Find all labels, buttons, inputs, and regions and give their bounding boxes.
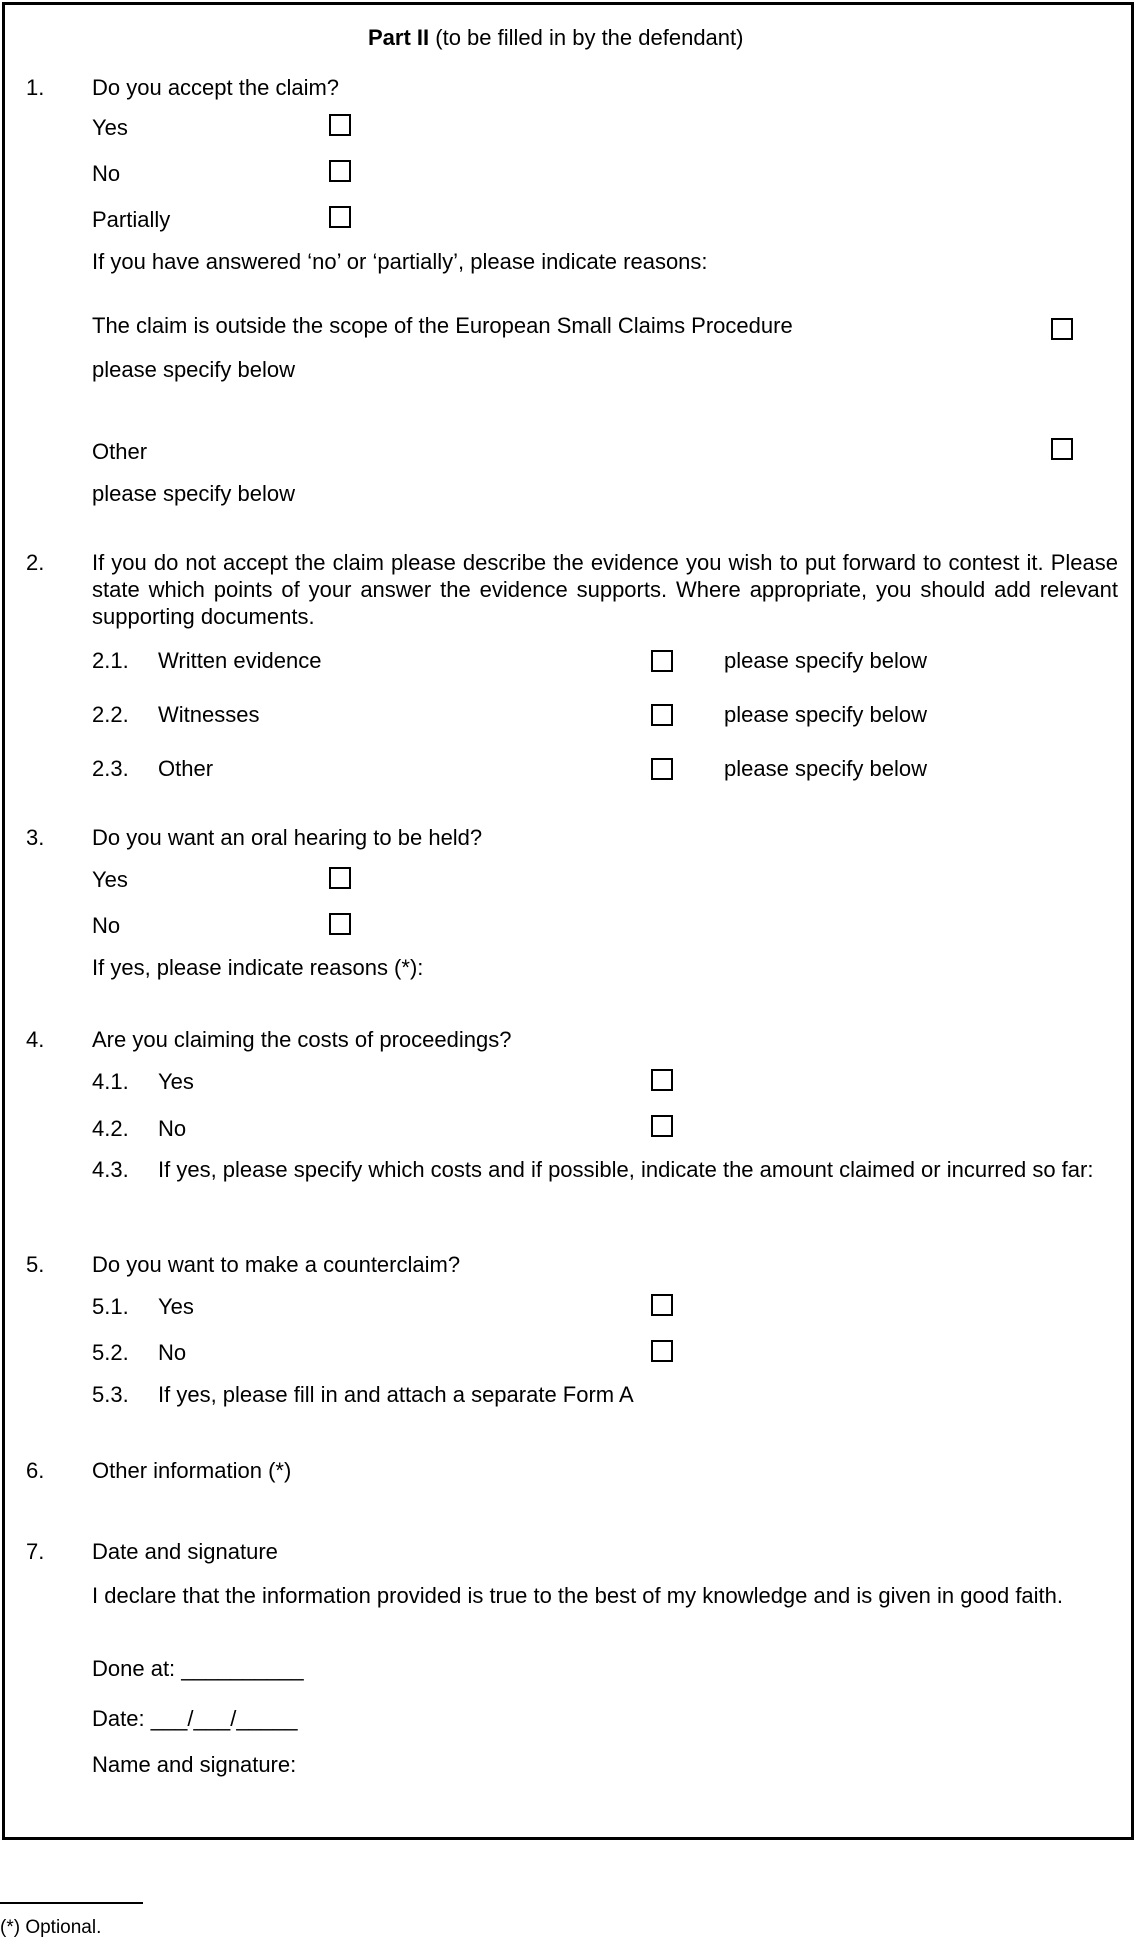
- q4-item-number: 4.2.: [92, 1116, 129, 1141]
- q1-yes-checkbox[interactable]: [329, 114, 351, 136]
- q1-number: 1.: [26, 75, 45, 100]
- q2-item-number: 2.1.: [92, 648, 129, 673]
- q1-partially-checkbox[interactable]: [329, 206, 351, 228]
- q4-no-label: No: [158, 1116, 187, 1141]
- q4-item-number: 4.3.: [92, 1157, 129, 1182]
- done-at-field[interactable]: Done at: __________: [92, 1656, 304, 1681]
- q5-no-label: No: [158, 1340, 187, 1365]
- q2-witnesses-label: Witnesses: [158, 702, 260, 727]
- q1-reason-other-label: Other: [92, 439, 148, 464]
- q5-item-number: 5.1.: [92, 1294, 129, 1319]
- q1-yes-label: Yes: [92, 115, 128, 140]
- q1-reason-other-specify: please specify below: [92, 481, 296, 506]
- q5-no-checkbox[interactable]: [651, 1340, 673, 1362]
- q1-reason-other-checkbox[interactable]: [1051, 438, 1073, 460]
- q5-yes-label: Yes: [158, 1294, 194, 1319]
- q4-item-number: 4.1.: [92, 1069, 129, 1094]
- date-field[interactable]: Date: ___/___/_____: [92, 1706, 298, 1731]
- q7-declaration: I declare that the information provided is true to the best of my knowledge and is given in good faith.: [92, 1583, 1064, 1608]
- q7-number: 7.: [26, 1539, 45, 1564]
- q1-reasons-prompt: If you have answered ‘no’ or ‘partially’, please indicate reasons:: [92, 249, 708, 274]
- q3-number: 3.: [26, 825, 45, 850]
- q1-reason-scope-label: The claim is outside the scope of the European Small Claims Procedure: [92, 313, 793, 338]
- q2-text: If you do not accept the claim please describe the evidence you wish to put forward to contest it. Please state which points of your answer the evidence supports. Where appropriate, you should add relevant supporting documents.: [92, 550, 1118, 629]
- q1-no-label: No: [92, 161, 121, 186]
- footnote: (*) Optional.: [0, 1917, 102, 1938]
- q2-written-evidence-checkbox[interactable]: [651, 650, 673, 672]
- q6-number: 6.: [26, 1458, 45, 1483]
- name-and-signature-label: Name and signature:: [92, 1752, 297, 1777]
- q5-number: 5.: [26, 1252, 45, 1277]
- q2-other-label: Other: [158, 756, 214, 781]
- q2-witnesses-note: please specify below: [724, 702, 928, 727]
- q5-form-a-note: If yes, please fill in and attach a separate Form A: [158, 1382, 634, 1407]
- q5-yes-checkbox[interactable]: [651, 1294, 673, 1316]
- q2-other-checkbox[interactable]: [651, 758, 673, 780]
- q6-text: Other information (*): [92, 1458, 292, 1483]
- q5-text: Do you want to make a counterclaim?: [92, 1252, 461, 1277]
- q3-yes-checkbox[interactable]: [329, 867, 351, 889]
- q2-written-evidence-label: Written evidence: [158, 648, 322, 673]
- q3-yes-label: Yes: [92, 867, 128, 892]
- q4-number: 4.: [26, 1027, 45, 1052]
- q3-no-label: No: [92, 913, 121, 938]
- q1-reason-scope-specify: please specify below: [92, 357, 296, 382]
- q2-written-evidence-note: please specify below: [724, 648, 928, 673]
- q3-no-checkbox[interactable]: [329, 913, 351, 935]
- q2-number: 2.: [26, 550, 45, 575]
- q1-text: Do you accept the claim?: [92, 75, 340, 100]
- q3-text: Do you want an oral hearing to be held?: [92, 825, 483, 850]
- footnote-rule: [0, 1902, 143, 1904]
- q2-other-note: please specify below: [724, 756, 928, 781]
- q4-yes-checkbox[interactable]: [651, 1069, 673, 1091]
- q4-yes-label: Yes: [158, 1069, 194, 1094]
- q5-item-number: 5.2.: [92, 1340, 129, 1365]
- q2-witnesses-checkbox[interactable]: [651, 704, 673, 726]
- q5-item-number: 5.3.: [92, 1382, 129, 1407]
- q2-item-number: 2.3.: [92, 756, 129, 781]
- q1-reason-scope-checkbox[interactable]: [1051, 318, 1073, 340]
- q2-item-number: 2.2.: [92, 702, 129, 727]
- q1-no-checkbox[interactable]: [329, 160, 351, 182]
- q4-text: Are you claiming the costs of proceedings?: [92, 1027, 512, 1052]
- q7-text: Date and signature: [92, 1539, 278, 1564]
- q4-costs-specify: If yes, please specify which costs and if possible, indicate the amount claimed or incurred so far:: [158, 1157, 1094, 1182]
- part-title: Part II (to be filled in by the defendant): [368, 25, 744, 50]
- q1-partially-label: Partially: [92, 207, 171, 232]
- q3-reasons-prompt: If yes, please indicate reasons (*):: [92, 955, 424, 980]
- q4-no-checkbox[interactable]: [651, 1115, 673, 1137]
